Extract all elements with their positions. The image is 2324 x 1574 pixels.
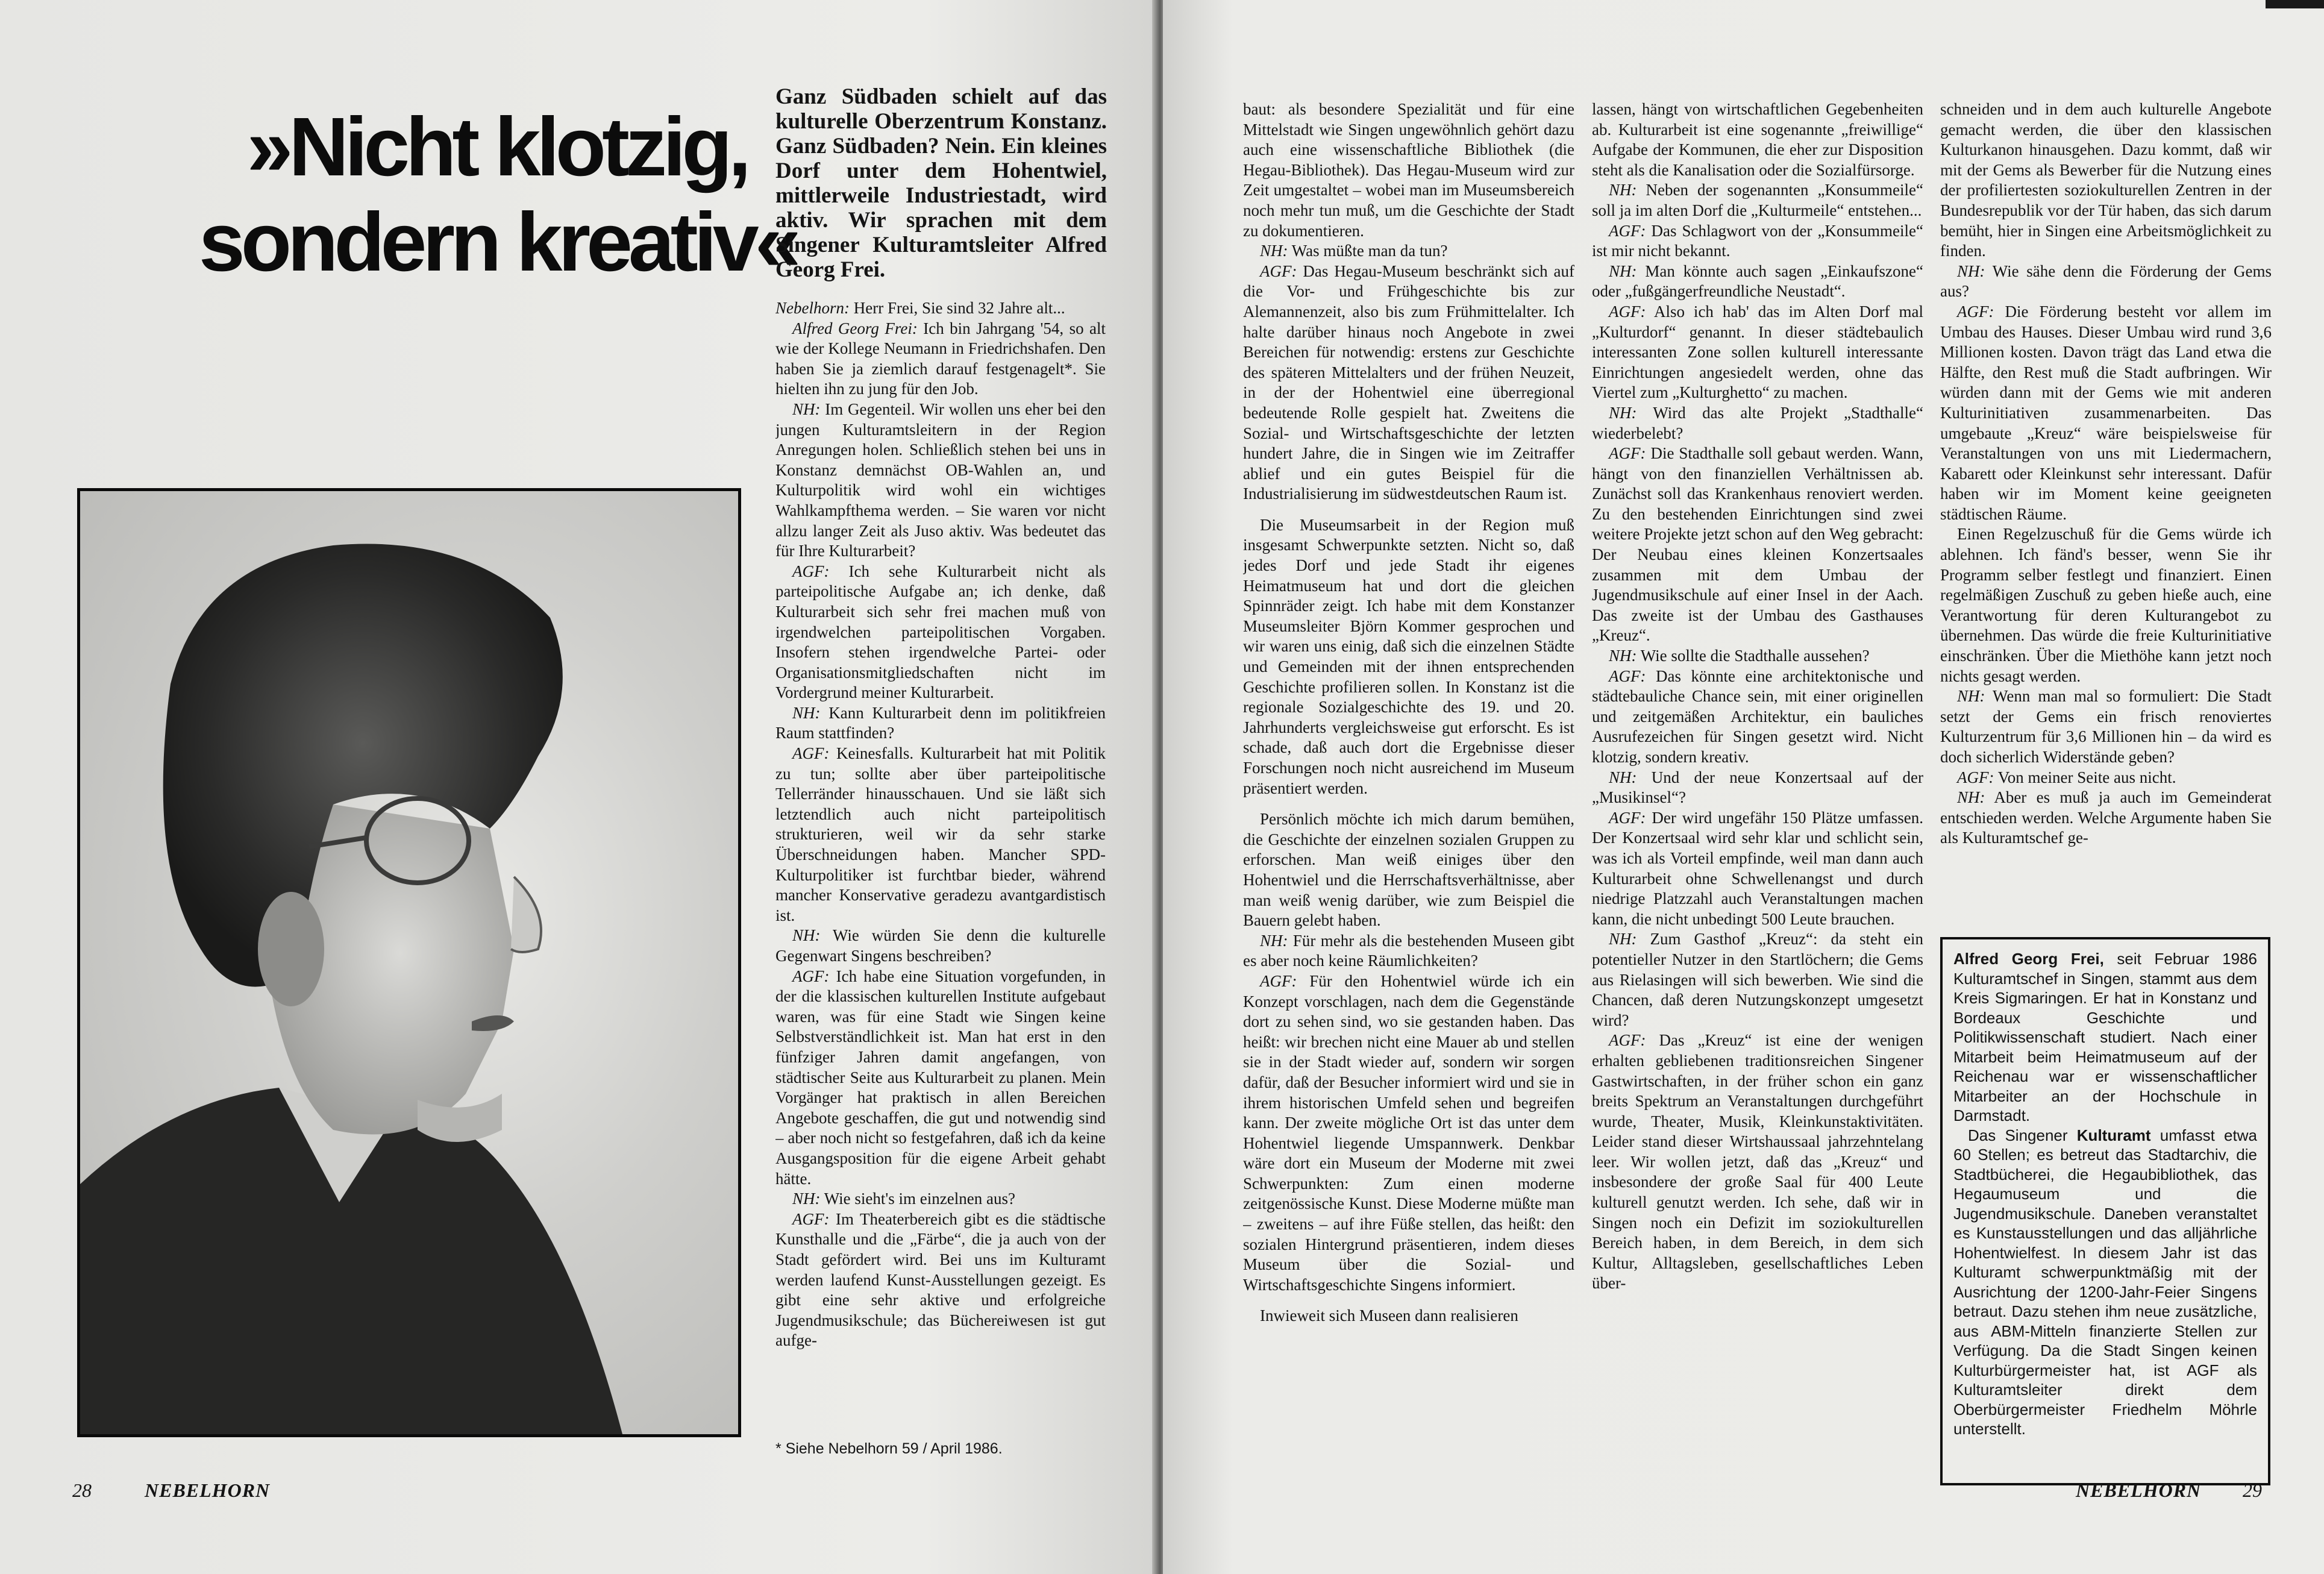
paragraph: NH: Wenn man mal so formuliert: Die Stadt setzt der Gems ein frisch renoviertes Kulturzentrum für 3,6 Millionen hin – da wird es doch sicherlich Widerstände geben? [1940, 687, 2272, 766]
paragraph: NH: Wie würden Sie denn die kulturelle Gegenwart Singens beschreiben? [775, 926, 1106, 965]
paragraph: AGF: Also ich hab' das im Alten Dorf mal „Kulturdorf“ genannt. In dieser städtebaulich interessanten Zone sollen kulturell interessante Einrichtungen angesiedelt werden, ohne das Viertel zum „Kulturghetto“ zu machen. [1592, 302, 1923, 402]
portrait-photo [77, 488, 741, 1437]
paragraph: AGF: Der wird ungefähr 150 Plätze umfassen. Der Konzertsaal wird sehr klar und schlicht sein, was ich als Vorteil empfinde, weil man dann auch Kulturarbeit ohne Schwellenangst und durch niedrige Platzzahl auch Veranstaltungen machen kann, die nicht unbedingt 500 Leute brauchen. [1592, 808, 1923, 928]
paragraph: AGF: Für den Hohentwiel würde ich ein Konzept vorschlagen, nach dem die Gegenstände dort zu sehen sind, wo sie gestanden haben. Das heißt: wir brechen nicht eine Mauer ab und stellen sie in der Stadt wieder auf, sondern wir sorgen dafür, daß der Besucher informiert wird und sie in ihrem historischen Umfeld sehen und begreifen kann. Der zweite mögliche Ort ist das unter dem Hohentwiel liegende Umspannwerk. Denkbar wäre dort ein Museum der Moderne mit zwei Schwerpunkten: Zum einen moderne zeitgenössische Kunst. Diese Moderne müßte man – zweitens – auf ihre Füße stellen, das heißt: den sozialen Hintergrund präsentieren, indem dieses Museum über die Sozial- und Wirtschaftsgeschichte Singens informiert. [1243, 971, 1574, 1294]
paragraph: Alfred Georg Frei: Ich bin Jahrgang '54, so alt wie der Kollege Neumann in Friedrichshafen. Den haben Sie ja ziemlich darauf festgenagelt*. Sie hielten ihn zu jung für den Job. [775, 319, 1106, 398]
paragraph: AGF: Das „Kreuz“ ist eine der wenigen erhalten gebliebenen traditionsreichen Singener Gastwirtschaften, in der früher schon ein ganz breits Spektrum an Veranstaltungen durchgeführt wurde, Theater, Musik, Kleinkunstaktivitäten. Leider stand dieser Wirtshaussaal jahrzehntelang leer. Wir wollen jetzt, daß das „Kreuz“ und insbesondere der große Saal für 400 Leute kulturell genutzt werden. Ich sehe, daß wir in Singen noch ein Defizit im soziokulturellen Bereich haben, in dem Bereich, in dem sich Kultur, Alltagsleben, gesellschaftliches Leben über- [1592, 1031, 1923, 1293]
paragraph: AGF: Im Theaterbereich gibt es die städtische Kunsthalle und die „Färbe“, die ja auch von der Stadt gefördert wird. Bei uns im Kulturamt werden laufend Kunst-Ausstellungen gezeigt. Es gibt eine sehr aktive und erfolgreiche Jugendmusikschule; das Büchereiwesen ist gut aufge- [775, 1209, 1106, 1350]
article-column-1 [775, 298, 1106, 1437]
paragraph: AGF: Ich habe eine Situation vorgefunden, in der die klassischen kulturellen Institute aufgebaut waren, was für eine Stadt wie Singen keine Selbstverständlichkeit ist. Man hat erst in den fünfziger Jahren damit angefangen, von städtischer Seite aus Kulturarbeit zu planen. Mein Vorgänger hat praktisch in allen Bereichen Angebote geschaffen, die gut und notwendig sind – aber noch nicht so festgefahren, daß ich da keine Ausgangsposition für die eigene Arbeit gehabt hätte. [775, 967, 1106, 1188]
paragraph: NH: Zum Gasthof „Kreuz“: da steht ein potentieller Nutzer in den Startlöchern; die Gems aus Rielasingen will sich bewerben. Wie sind die Chancen, daß deren Nutzungskonzept umgesetzt wird? [1592, 930, 1923, 1029]
paragraph: Die Museumsarbeit in der Region muß insgesamt Schwerpunkte setzten. Nicht so, daß jedes Dorf und jede Stadt ihr eigenes Heimatmuseum hat und dort die gleichen Spinnräder zeigt. Ich habe mit dem Konstanzer Museumsleiter Björn Kommer gesprochen und wir waren uns einig, daß sich die einzelnen Städte und Gemeinden mit der ihnen entsprechenden Geschichte profilieren sollen. In Konstanz ist die regionale Sozialgeschichte des 19. und 20. Jahrhunderts vergleichsweise gut erforscht. Es ist schade, daß auch dort die Ergebnisse dieser Forschungen noch nicht ausreichend im Museum präsentiert werden. [1243, 515, 1574, 797]
paragraph: NH: Wie sollte die Stadthalle aussehen? [1609, 647, 1870, 665]
magazine-name-left: NEBELHORN [145, 1479, 271, 1501]
lead-paragraph [775, 84, 1107, 282]
paragraph: NH: Was müßte man da tun? [1260, 242, 1448, 260]
paragraph: AGF: Die Stadthalle soll gebaut werden. Wann, hängt von den finanziellen Verhältnissen ab. Zunächst soll das Krankenhaus renoviert werden. Zu den bestehenden Einrichtungen sind zwei weitere Projekte jetzt schon auf den Weg gebracht: Der Neubau eines kleinen Konzertsaales zusammen mit dem Umbau der Jugendmusikschule auf einer Insel in der Aach. Das zweite ist der Umbau des Gasthauses „Kreuz“. [1592, 444, 1923, 645]
article-column-3 [1592, 99, 1923, 1467]
headline-line-2: sondern kreativ« [199, 196, 797, 289]
page-number-left: 28 [72, 1479, 92, 1501]
paragraph: baut: als besondere Spezialität und für eine Mittelstadt wie Singen ungewöhnlich gehört dazu auch eine wissenschaftliche Bibliothek (die Hegau-Bibliothek). Das Hegau-Museum wird zur Zeit umgestaltet – wobei man im Museumsbereich noch mehr tun muß, um die Geschichte der Stadt zu dokumentieren. [1243, 100, 1574, 240]
paragraph: NH: Für mehr als die bestehenden Museen gibt es aber noch keine Räumlichkeiten? [1243, 931, 1574, 970]
paragraph: NH: Man könnte auch sagen „Einkaufszone“ oder „fußgängerfreundliche Neustadt“. [1592, 262, 1923, 301]
paragraph: AGF: Das könnte eine architektonische und städtebauliche Chance sein, mit einer originellen und zeitgemäßen Architektur, ein bauliches Ausrufezeichen für Singen gesetzt wird. Nicht klotzig, sondern kreativ. [1592, 666, 1923, 766]
paragraph: NH: Wird das alte Projekt „Stadthalle“ wiederbelebt? [1592, 403, 1923, 442]
paragraph: Persönlich möchte ich mich darum bemühen, die Geschichte der einzelnen sozialen Gruppen zu erforschen. Man weiß einiges über den Hohentwiel und die Herrschaftsverhältnisse, aber man weiß wenig darüber, wie zum Beispiel die Bauern gelebt haben. [1243, 810, 1574, 930]
footnote: * Siehe Nebelhorn 59 / April 1986. [775, 1440, 1003, 1457]
scan-edge-mark [2266, 0, 2324, 8]
headline [199, 99, 797, 290]
lead-text: Ganz Südbaden schielt auf das kulturelle Oberzentrum Konstanz. Ganz Südbaden? Nein. Ein kleines Dorf unter dem Hohentwiel, mittlerweile Industriestadt, wird aktiv. Wir sprachen mit dem Singener Kulturamtsleiter Alfred Georg Frei. [775, 84, 1107, 282]
paragraph: NH: Und der neue Konzertsaal auf der „Musikinsel“? [1592, 768, 1923, 807]
paragraph: NH: Im Gegenteil. Wir wollen uns eher bei den jungen Kulturamtsleitern in der Region Anregungen holen. Schließlich stehen bei uns in Konstanz demnächst OB-Wahlen an, und Kulturpolitik wird wohl ein wichtiges Wahlkampfthema werden. – Sie waren vor nicht allzu langer Zeit als Juso aktiv. Was bedeutet das für Ihre Kulturarbeit? [775, 400, 1106, 560]
paragraph: NH: Wie sähe denn die Förderung der Gems aus? [1940, 262, 2272, 301]
paragraph: Inwieweit sich Museen dann realisieren [1260, 1306, 1518, 1325]
paragraph: lassen, hängt von wirtschaftlichen Gegebenheiten ab. Kulturarbeit ist eine sogenannte „freiwillige“ Aufgabe der Kommunen, die eher zur Disposition steht als die Kanalisation oder die Sozialfürsorge. [1592, 100, 1923, 179]
paragraph: AGF: Das Hegau-Museum beschränkt sich auf die Vor- und Frühgeschichte bis zur Alemannenzeit, also bis zum Frühmittelalter. Ich halte darüber hinaus noch Angebote in zwei Bereichen für notwendig: erstens zur Geschichte des späteren Mittelalters und der frühen Neuzeit, in der der Hohentwiel eine überregional bedeutende Rolle gespielt hat. Zweitens die Sozial- und Wirtschaftsgeschichte der letzten hundert Jahre, die in Singen wie im Zeitraffer ablief und ein gutes Beispiel für die Industrialisierung im südwestdeutschen Raum ist. [1243, 262, 1574, 503]
paragraph: AGF: Von meiner Seite aus nicht. [1957, 768, 2176, 786]
paragraph: AGF: Das Schlagwort von der „Konsummeile“ ist mir nicht bekannt. [1592, 221, 1923, 260]
portrait-photo-icon [80, 491, 738, 1434]
paragraph: AGF: Die Förderung besteht vor allem im Umbau des Hauses. Dieser Umbau wird rund 3,6 Millionen kosten. Davon trägt das Land etwa die Hälfte, den Rest muß die Stadt aufbringen. Wir würden dann mit der Gems wie mit anderen Kulturinitiativen zusammenarbeiten. Das umgebaute „Kreuz“ wäre beispielsweise für Veranstaltungen von uns mit Liedermachern, Kabarett oder Kleinkunst sehr interessant. Dafür haben wir im Moment keine geeigneten städtischen Räume. [1940, 302, 2272, 523]
magazine-name-right: NEBELHORN [2076, 1479, 2202, 1501]
bio-box [1940, 937, 2270, 1485]
paragraph: AGF: Ich sehe Kulturarbeit nicht als parteipolitische Aufgabe an; ich denke, daß Kulturarbeit sich sehr frei machen muß von irgendwelchen parteipolitischen Vorgaben. Insofern stehen irgendwelche Partei- oder Organisationsmitgliedschaften nicht im Vordergrund meiner Kulturarbeit. [775, 562, 1106, 702]
paragraph: Nebelhorn: Herr Frei, Sie sind 32 Jahre alt... [775, 299, 1065, 317]
page-number-right: 29 [2243, 1479, 2262, 1501]
paragraph: NH: Aber es muß ja auch im Gemeinderat entschieden werden. Welche Argumente haben Sie als Kulturamtschef ge- [1940, 788, 2272, 847]
bio-paragraph-2: Das Singener Kulturamt umfasst etwa 60 Stellen; es betreut das Stadtarchiv, die Stadtbücherei, die Hegaubibliothek, das Hegaumuseum und die Jugendmusikschule. Daneben veranstaltet es Kunstausstellungen und das alljährliche Hohentwielfest. In diesem Jahr ist das Kulturamt schwerpunktmäßig mit der Ausrichtung der 1200-Jahr-Feier Singens betraut. Dazu stehen ihm neue zusätzliche, aus ABM-Mitteln finanzierte Stellen zur Verfügung. Da die Stadt Singen keinen Kulturbürgermeister hat, ist AGF als Kulturamtsleiter direkt dem Oberbürgermeister Friedhelm Möhrle unterstellt. [1953, 1126, 2257, 1438]
paragraph: NH: Wie sieht's im einzelnen aus? [792, 1190, 1015, 1208]
left-page [0, 0, 1156, 1574]
bio-paragraph-1: Alfred Georg Frei, seit Februar 1986 Kulturamtschef in Singen, stammt aus dem Kreis Sigmaringen. Er hat in Konstanz und Bordeaux Geschichte und Politikwissenschaft studiert. Nach einer Mitarbeit beim Heimatmuseum auf der Reichenau war er wissenschaftlicher Mitarbeiter an der Hochschule in Darmstadt. [1953, 950, 2257, 1124]
paragraph: AGF: Keinesfalls. Kulturarbeit hat mit Politik zu tun; sollte aber über parteipolitische Tellerränder hinausschauen. Und sie läßt sich letztendlich auch nicht parteipolitisch strukturieren, weil wir da sehr starke Überschneidungen haben. Mancher SPD-Kulturpolitiker ist furchtbar bieder, während mancher Konservative geradezu avantgardistisch ist. [775, 744, 1106, 924]
article-column-2 [1243, 99, 1574, 1461]
article-column-4 [1940, 99, 2272, 919]
paragraph: Einen Regelzuschuß für die Gems würde ich ablehnen. Ich fänd's besser, wenn Sie ihr Programm selber festlegt und finanziert. Einen regelmäßigen Zuschuß zu geben hieße auch, eine Verantwortung für deren Kulturangebot zu übernehmen. Das würde die freie Kulturinitiative einschränken. Über die Miethöhe kann jetzt noch nichts gesagt werden. [1940, 525, 2272, 685]
paragraph: schneiden und in dem auch kulturelle Angebote gemacht werden, die über den klassischen Kulturkanon hinausgehen. Dazu kommt, daß wir mit der Gems als Bewerber für die Nutzung eines der profiliertesten soziokulturellen Zentren in der Bundesrepublik vor der Tür haben, das sich darum bemüht, hier in Singen eine Arbeitsmöglichkeit zu finden. [1940, 100, 2272, 260]
bio-name: Alfred Georg Frei, [1953, 950, 2104, 968]
headline-line-1: »Nicht klotzig, [246, 101, 747, 193]
paragraph: NH: Neben der sogenannten „Konsummeile“ soll ja im alten Dorf die „Kulturmeile“ entstehen... [1592, 181, 1923, 219]
paragraph: NH: Kann Kulturarbeit denn im politikfreien Raum stattfinden? [775, 703, 1106, 742]
